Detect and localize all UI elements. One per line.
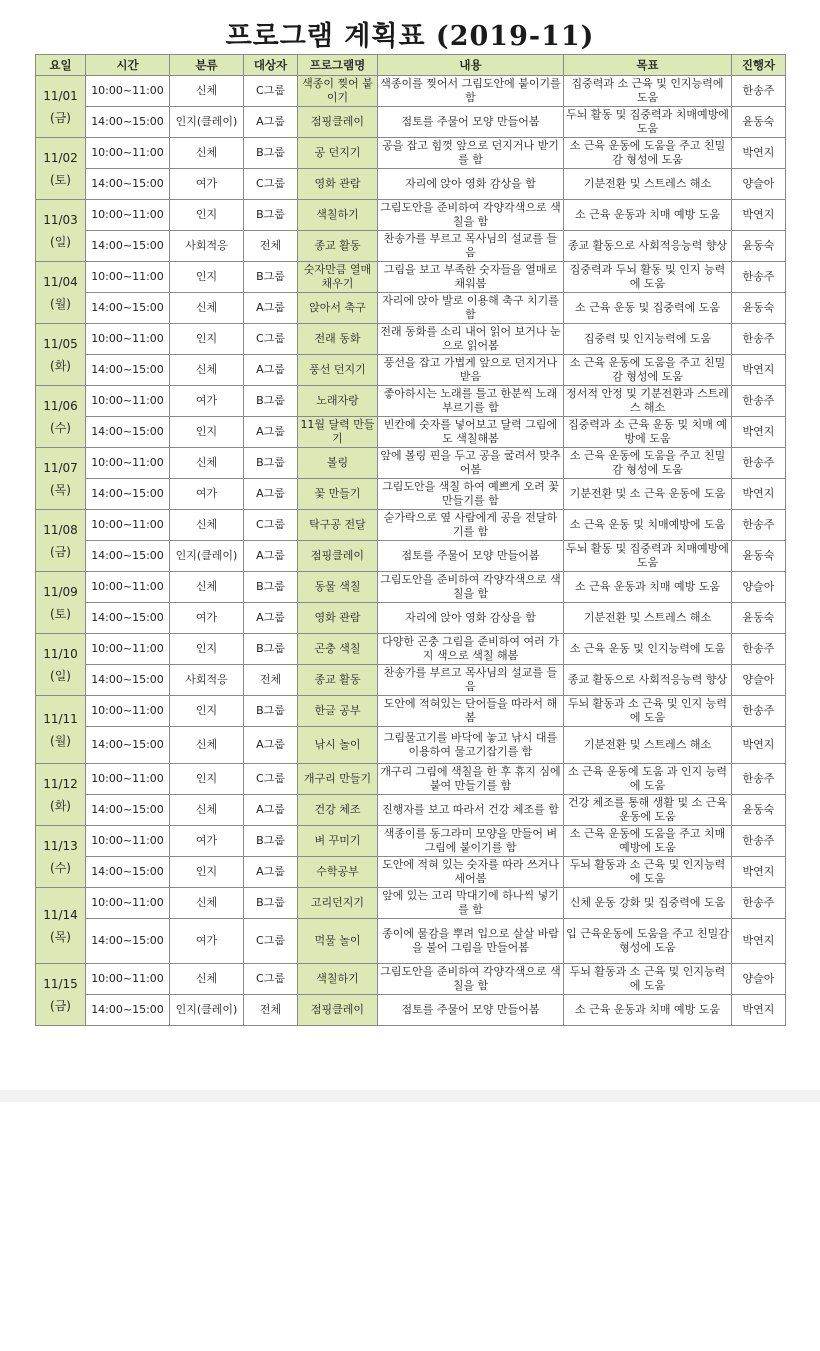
- day-cell: [36, 888, 86, 964]
- goal-cell: 입 근육운동에 도움을 주고 친밀감 형성에 도움: [564, 919, 732, 964]
- program-cell: 노래자랑: [298, 386, 378, 417]
- category-cell: 인지(클레이): [170, 541, 244, 572]
- date-label: 11/02: [43, 150, 78, 165]
- date-label: 11/03: [43, 212, 78, 227]
- group-cell: C그룹: [244, 919, 298, 964]
- weekday-label: (금): [50, 998, 71, 1013]
- group-cell: B그룹: [244, 138, 298, 169]
- goal-cell: 기분전환 및 소 근육 운동에 도움: [564, 479, 732, 510]
- program-cell: 종교 활동: [298, 231, 378, 262]
- schedule-body: [36, 76, 786, 1026]
- time-cell: 14:00~15:00: [86, 919, 170, 964]
- group-cell: A그룹: [244, 417, 298, 448]
- leader-cell: 박연지: [732, 417, 786, 448]
- content-cell: 점토를 주물어 모양 만들어봄: [378, 995, 564, 1026]
- group-cell: B그룹: [244, 448, 298, 479]
- content-cell: 그림물고기를 바닥에 놓고 낚시 대를 이용하여 물고기잡기를 함: [378, 727, 564, 764]
- time-cell: 10:00~11:00: [86, 138, 170, 169]
- group-cell: A그룹: [244, 603, 298, 634]
- table-row: [36, 510, 786, 541]
- goal-cell: 소 근육 운동 및 치매예방에 도움: [564, 510, 732, 541]
- day-cell: [36, 964, 86, 1026]
- time-cell: 14:00~15:00: [86, 107, 170, 138]
- content-cell: 그림도안을 색칠 하여 예쁘게 오려 꽃 만들기를 함: [378, 479, 564, 510]
- weekday-label: (목): [50, 929, 71, 944]
- category-cell: 인지: [170, 696, 244, 727]
- weekday-label: (수): [50, 420, 71, 435]
- program-cell: 11월 달력 만들기: [298, 417, 378, 448]
- weekday-label: (토): [50, 172, 71, 187]
- weekday-label: (금): [50, 544, 71, 559]
- table-row: [36, 727, 786, 764]
- time-cell: 14:00~15:00: [86, 727, 170, 764]
- time-cell: 14:00~15:00: [86, 355, 170, 386]
- table-row: [36, 826, 786, 857]
- program-cell: 앉아서 축구: [298, 293, 378, 324]
- program-cell: 종교 활동: [298, 665, 378, 696]
- content-cell: 앞에 있는 고리 막대기에 하나씩 넣기를 함: [378, 888, 564, 919]
- category-cell: 사회적응: [170, 665, 244, 696]
- goal-cell: 소 근육 운동 및 집중력에 도움: [564, 293, 732, 324]
- time-cell: 14:00~15:00: [86, 665, 170, 696]
- goal-cell: 소 근육 운동과 치매 예방 도움: [564, 572, 732, 603]
- goal-cell: 기분전환 및 스트레스 해소: [564, 727, 732, 764]
- category-cell: 신체: [170, 293, 244, 324]
- program-cell: 볼링: [298, 448, 378, 479]
- leader-cell: 양슬아: [732, 665, 786, 696]
- program-cell: 낚시 놀이: [298, 727, 378, 764]
- content-cell: 진행자를 보고 따라서 건강 체조를 함: [378, 795, 564, 826]
- category-cell: 여가: [170, 386, 244, 417]
- date-label: 11/05: [43, 336, 78, 351]
- content-cell: 앞에 볼링 핀을 두고 공을 굴려서 맞추어봄: [378, 448, 564, 479]
- table-row: [36, 857, 786, 888]
- group-cell: C그룹: [244, 964, 298, 995]
- table-row: [36, 764, 786, 795]
- goal-cell: 집중력과 소 근육 운동 및 치매 예방에 도움: [564, 417, 732, 448]
- program-cell: 색칠하기: [298, 964, 378, 995]
- goal-cell: 두뇌 활동과 소 근육 및 인지능력에 도움: [564, 964, 732, 995]
- goal-cell: 집중력과 두뇌 활동 및 인지 능력에 도움: [564, 262, 732, 293]
- schedule-table: [35, 54, 786, 1026]
- group-cell: A그룹: [244, 293, 298, 324]
- goal-cell: 소 근육 운동에 도움을 주고 치매예방에 도움: [564, 826, 732, 857]
- table-row: [36, 262, 786, 293]
- content-cell: 종이에 물감을 뿌려 입으로 살살 바람을 불어 그림을 만들어봄: [378, 919, 564, 964]
- group-cell: B그룹: [244, 634, 298, 665]
- leader-cell: 박연지: [732, 995, 786, 1026]
- group-cell: A그룹: [244, 795, 298, 826]
- category-cell: 인지(클레이): [170, 107, 244, 138]
- group-cell: B그룹: [244, 888, 298, 919]
- content-cell: 찬송가를 부르고 목사님의 설교를 들음: [378, 231, 564, 262]
- leader-cell: 한송주: [732, 386, 786, 417]
- program-cell: 곤충 색칠: [298, 634, 378, 665]
- goal-cell: 두뇌 활동 및 집중력과 치매예방에 도움: [564, 541, 732, 572]
- leader-cell: 박연지: [732, 857, 786, 888]
- table-row: [36, 169, 786, 200]
- leader-cell: 한송주: [732, 696, 786, 727]
- group-cell: A그룹: [244, 727, 298, 764]
- weekday-label: (월): [50, 296, 71, 311]
- table-row: [36, 231, 786, 262]
- goal-cell: 소 근육 운동에 도움을 주고 친밀감 형성에 도움: [564, 448, 732, 479]
- goal-cell: 소 근육 운동에 도움을 주고 친밀감 형성에 도움: [564, 355, 732, 386]
- program-cell: 색종이 찢어 붙이기: [298, 76, 378, 107]
- table-row: [36, 417, 786, 448]
- table-row: [36, 76, 786, 107]
- content-cell: 자리에 앉아 영화 감상을 함: [378, 169, 564, 200]
- day-cell: [36, 764, 86, 826]
- header-leader: 진행자: [732, 55, 786, 76]
- program-cell: 숫자만큼 열매 채우기: [298, 262, 378, 293]
- time-cell: 14:00~15:00: [86, 479, 170, 510]
- leader-cell: 박연지: [732, 919, 786, 964]
- content-cell: 자리에 앉아 영화 감상을 함: [378, 603, 564, 634]
- header-group: 대상자: [244, 55, 298, 76]
- leader-cell: 한송주: [732, 448, 786, 479]
- time-cell: 10:00~11:00: [86, 634, 170, 665]
- group-cell: C그룹: [244, 76, 298, 107]
- program-cell: 먹물 놀이: [298, 919, 378, 964]
- time-cell: 10:00~11:00: [86, 510, 170, 541]
- content-cell: 그림도안을 준비하여 각양각색으로 색칠을 함: [378, 572, 564, 603]
- table-row: [36, 541, 786, 572]
- program-cell: 개구리 만들기: [298, 764, 378, 795]
- goal-cell: 집중력 및 인지능력에 도움: [564, 324, 732, 355]
- program-cell: 한글 공부: [298, 696, 378, 727]
- category-cell: 사회적응: [170, 231, 244, 262]
- group-cell: A그룹: [244, 107, 298, 138]
- date-label: 11/15: [43, 976, 78, 991]
- time-cell: 14:00~15:00: [86, 541, 170, 572]
- category-cell: 신체: [170, 964, 244, 995]
- date-label: 11/11: [43, 711, 78, 726]
- program-cell: 동물 색칠: [298, 572, 378, 603]
- goal-cell: 기분전환 및 스트레스 해소: [564, 169, 732, 200]
- table-row: [36, 448, 786, 479]
- leader-cell: 한송주: [732, 826, 786, 857]
- scan-edge: [0, 1090, 820, 1102]
- time-cell: 10:00~11:00: [86, 200, 170, 231]
- group-cell: C그룹: [244, 169, 298, 200]
- weekday-label: (수): [50, 860, 71, 875]
- category-cell: 여가: [170, 919, 244, 964]
- content-cell: 개구리 그림에 색칠을 한 후 휴지 심에 붙여 만들기를 함: [378, 764, 564, 795]
- program-cell: 점핑클레이: [298, 107, 378, 138]
- content-cell: 색종이를 찢어서 그림도안에 붙이기를 함: [378, 76, 564, 107]
- table-row: [36, 603, 786, 634]
- group-cell: B그룹: [244, 826, 298, 857]
- table-row: [36, 888, 786, 919]
- goal-cell: 기분전환 및 스트레스 해소: [564, 603, 732, 634]
- time-cell: 10:00~11:00: [86, 764, 170, 795]
- weekday-label: (월): [50, 733, 71, 748]
- table-row: [36, 919, 786, 964]
- leader-cell: 박연지: [732, 355, 786, 386]
- header-day: 요일: [36, 55, 86, 76]
- content-cell: 좋아하시는 노래를 틀고 한분씩 노래 부르기를 함: [378, 386, 564, 417]
- group-cell: A그룹: [244, 479, 298, 510]
- program-cell: 탁구공 전달: [298, 510, 378, 541]
- content-cell: 풍선을 잡고 가볍게 앞으로 던지거나 받음: [378, 355, 564, 386]
- date-label: 11/07: [43, 460, 78, 475]
- time-cell: 10:00~11:00: [86, 826, 170, 857]
- goal-cell: 소 근육 운동 및 인지능력에 도움: [564, 634, 732, 665]
- goal-cell: 두뇌 활동 및 집중력과 치매예방에 도움: [564, 107, 732, 138]
- leader-cell: 박연지: [732, 479, 786, 510]
- category-cell: 인지: [170, 324, 244, 355]
- time-cell: 14:00~15:00: [86, 603, 170, 634]
- program-cell: 벼 꾸미기: [298, 826, 378, 857]
- program-cell: 영화 관람: [298, 603, 378, 634]
- header-time: 시간: [86, 55, 170, 76]
- program-cell: 전래 동화: [298, 324, 378, 355]
- group-cell: A그룹: [244, 857, 298, 888]
- time-cell: 10:00~11:00: [86, 262, 170, 293]
- program-cell: 건강 체조: [298, 795, 378, 826]
- time-cell: 14:00~15:00: [86, 795, 170, 826]
- header-goal: 목표: [564, 55, 732, 76]
- category-cell: 인지: [170, 857, 244, 888]
- leader-cell: 양슬아: [732, 572, 786, 603]
- program-cell: 풍선 던지기: [298, 355, 378, 386]
- program-schedule: [35, 54, 785, 1026]
- table-row: [36, 479, 786, 510]
- content-cell: 공을 잡고 힘껏 앞으로 던지거나 받기를 함: [378, 138, 564, 169]
- category-cell: 여가: [170, 479, 244, 510]
- day-cell: [36, 386, 86, 448]
- content-cell: 숟가락으로 옆 사람에게 공을 전달하기를 함: [378, 510, 564, 541]
- header-category: 분류: [170, 55, 244, 76]
- day-cell: [36, 138, 86, 200]
- goal-cell: 집중력과 소 근육 및 인지능력에 도움: [564, 76, 732, 107]
- leader-cell: 박연지: [732, 727, 786, 764]
- day-cell: [36, 826, 86, 888]
- table-row: [36, 964, 786, 995]
- date-label: 11/09: [43, 584, 78, 599]
- category-cell: 인지: [170, 200, 244, 231]
- category-cell: 신체: [170, 572, 244, 603]
- day-cell: [36, 76, 86, 138]
- table-row: [36, 293, 786, 324]
- leader-cell: 박연지: [732, 200, 786, 231]
- category-cell: 인지: [170, 262, 244, 293]
- program-cell: 수학공부: [298, 857, 378, 888]
- category-cell: 신체: [170, 888, 244, 919]
- time-cell: 14:00~15:00: [86, 169, 170, 200]
- table-row: [36, 634, 786, 665]
- table-row: [36, 795, 786, 826]
- group-cell: 전체: [244, 665, 298, 696]
- date-label: 11/14: [43, 907, 78, 922]
- date-label: 11/08: [43, 522, 78, 537]
- goal-cell: 정서적 안정 및 기분전환과 스트레스 해소: [564, 386, 732, 417]
- category-cell: 여가: [170, 169, 244, 200]
- leader-cell: 한송주: [732, 634, 786, 665]
- category-cell: 인지: [170, 634, 244, 665]
- time-cell: 14:00~15:00: [86, 293, 170, 324]
- table-row: [36, 200, 786, 231]
- table-row: [36, 995, 786, 1026]
- day-cell: [36, 262, 86, 324]
- day-cell: [36, 696, 86, 764]
- weekday-label: (목): [50, 482, 71, 497]
- leader-cell: 한송주: [732, 262, 786, 293]
- group-cell: B그룹: [244, 696, 298, 727]
- category-cell: 신체: [170, 510, 244, 541]
- goal-cell: 두뇌 활동과 소 근육 및 인지능력에 도움: [564, 857, 732, 888]
- day-cell: [36, 572, 86, 634]
- content-cell: 도안에 적혀 있는 숫자를 따라 쓰거나 세어봄: [378, 857, 564, 888]
- day-cell: [36, 510, 86, 572]
- table-row: [36, 324, 786, 355]
- time-cell: 10:00~11:00: [86, 696, 170, 727]
- header-program: 프로그램명: [298, 55, 378, 76]
- leader-cell: 윤동숙: [732, 107, 786, 138]
- group-cell: C그룹: [244, 510, 298, 541]
- leader-cell: 윤동숙: [732, 293, 786, 324]
- content-cell: 그림을 보고 부족한 숫자들을 열매로 채워봄: [378, 262, 564, 293]
- goal-cell: 소 근육 운동에 도움 과 인지 능력에 도움: [564, 764, 732, 795]
- group-cell: 전체: [244, 995, 298, 1026]
- content-cell: 그림도안을 준비하여 각양각색으로 색칠을 함: [378, 200, 564, 231]
- group-cell: B그룹: [244, 262, 298, 293]
- content-cell: 찬송가를 부르고 목사님의 설교를 들음: [378, 665, 564, 696]
- category-cell: 신체: [170, 76, 244, 107]
- day-cell: [36, 200, 86, 262]
- table-row: [36, 107, 786, 138]
- date-label: 11/04: [43, 274, 78, 289]
- goal-cell: 종교 활동으로 사회적응능력 향상: [564, 665, 732, 696]
- date-label: 11/06: [43, 398, 78, 413]
- category-cell: 신체: [170, 795, 244, 826]
- category-cell: 신체: [170, 355, 244, 386]
- goal-cell: 두뇌 활동과 소 근육 및 인지 능력에 도움: [564, 696, 732, 727]
- time-cell: 10:00~11:00: [86, 324, 170, 355]
- time-cell: 10:00~11:00: [86, 448, 170, 479]
- program-cell: 점핑클레이: [298, 541, 378, 572]
- program-cell: 꽃 만들기: [298, 479, 378, 510]
- date-label: 11/12: [43, 776, 78, 791]
- day-cell: [36, 634, 86, 696]
- program-cell: 공 던지기: [298, 138, 378, 169]
- day-cell: [36, 324, 86, 386]
- table-row: [36, 355, 786, 386]
- content-cell: 점토를 주물어 모양 만들어봄: [378, 107, 564, 138]
- content-cell: 자리에 앉아 발로 이용해 축구 치기를 함: [378, 293, 564, 324]
- table-row: [36, 572, 786, 603]
- program-cell: 색칠하기: [298, 200, 378, 231]
- table-row: [36, 665, 786, 696]
- page-title: 프로그램 계획표 (2019-11): [225, 21, 595, 52]
- category-cell: 신체: [170, 448, 244, 479]
- leader-cell: 양슬아: [732, 964, 786, 995]
- date-label: 11/13: [43, 838, 78, 853]
- weekday-label: (일): [50, 668, 71, 683]
- time-cell: 10:00~11:00: [86, 76, 170, 107]
- time-cell: 14:00~15:00: [86, 417, 170, 448]
- group-cell: B그룹: [244, 572, 298, 603]
- category-cell: 여가: [170, 826, 244, 857]
- goal-cell: 종교 활동으로 사회적응능력 향상: [564, 231, 732, 262]
- goal-cell: 신체 운동 강화 및 집중력에 도움: [564, 888, 732, 919]
- group-cell: B그룹: [244, 200, 298, 231]
- category-cell: 인지(클레이): [170, 995, 244, 1026]
- weekday-label: (금): [50, 110, 71, 125]
- header-row: [36, 55, 786, 76]
- leader-cell: 한송주: [732, 324, 786, 355]
- content-cell: 다양한 곤충 그림을 준비하여 여러 가지 색으로 색칠 해봄: [378, 634, 564, 665]
- content-cell: 점토를 주물어 모양 만들어봄: [378, 541, 564, 572]
- table-row: [36, 386, 786, 417]
- weekday-label: (토): [50, 606, 71, 621]
- program-cell: 고리던지기: [298, 888, 378, 919]
- content-cell: 색종이를 동그라미 모양을 만들어 벼 그림에 붙이기를 함: [378, 826, 564, 857]
- group-cell: C그룹: [244, 764, 298, 795]
- leader-cell: 한송주: [732, 764, 786, 795]
- date-label: 11/10: [43, 646, 78, 661]
- day-cell: [36, 448, 86, 510]
- goal-cell: 소 근육 운동에 도움을 주고 친밀감 형성에 도움: [564, 138, 732, 169]
- leader-cell: 한송주: [732, 76, 786, 107]
- weekday-label: (화): [50, 358, 71, 373]
- category-cell: 인지: [170, 417, 244, 448]
- content-cell: 빈칸에 숫자를 넣어보고 달력 그림에도 색칠해봄: [378, 417, 564, 448]
- category-cell: 신체: [170, 727, 244, 764]
- table-row: [36, 696, 786, 727]
- time-cell: 10:00~11:00: [86, 386, 170, 417]
- group-cell: A그룹: [244, 355, 298, 386]
- date-label: 11/01: [43, 88, 78, 103]
- group-cell: B그룹: [244, 386, 298, 417]
- weekday-label: (화): [50, 798, 71, 813]
- content-cell: 그림도안을 준비하여 각양각색으로 색칠을 함: [378, 964, 564, 995]
- leader-cell: 윤동숙: [732, 603, 786, 634]
- leader-cell: 한송주: [732, 510, 786, 541]
- weekday-label: (일): [50, 234, 71, 249]
- time-cell: 10:00~11:00: [86, 964, 170, 995]
- group-cell: A그룹: [244, 541, 298, 572]
- group-cell: 전체: [244, 231, 298, 262]
- leader-cell: 양슬아: [732, 169, 786, 200]
- category-cell: 신체: [170, 138, 244, 169]
- content-cell: 도안에 적혀있는 단어들을 따라서 해봄: [378, 696, 564, 727]
- goal-cell: 건강 체조를 통해 생활 및 소 근육 운동에 도움: [564, 795, 732, 826]
- table-row: [36, 138, 786, 169]
- time-cell: 10:00~11:00: [86, 888, 170, 919]
- time-cell: 10:00~11:00: [86, 572, 170, 603]
- header-content: 내용: [378, 55, 564, 76]
- leader-cell: 한송주: [732, 888, 786, 919]
- time-cell: 14:00~15:00: [86, 995, 170, 1026]
- category-cell: 여가: [170, 603, 244, 634]
- goal-cell: 소 근육 운동과 치매 예방 도움: [564, 200, 732, 231]
- time-cell: 14:00~15:00: [86, 231, 170, 262]
- program-cell: 영화 관람: [298, 169, 378, 200]
- leader-cell: 윤동숙: [732, 541, 786, 572]
- time-cell: 14:00~15:00: [86, 857, 170, 888]
- category-cell: 인지: [170, 764, 244, 795]
- content-cell: 전래 동화를 소리 내어 읽어 보거나 눈으로 읽어봄: [378, 324, 564, 355]
- program-cell: 점핑클레이: [298, 995, 378, 1026]
- leader-cell: 윤동숙: [732, 795, 786, 826]
- leader-cell: 윤동숙: [732, 231, 786, 262]
- leader-cell: 박연지: [732, 138, 786, 169]
- goal-cell: 소 근육 운동과 치매 예방 도움: [564, 995, 732, 1026]
- group-cell: C그룹: [244, 324, 298, 355]
